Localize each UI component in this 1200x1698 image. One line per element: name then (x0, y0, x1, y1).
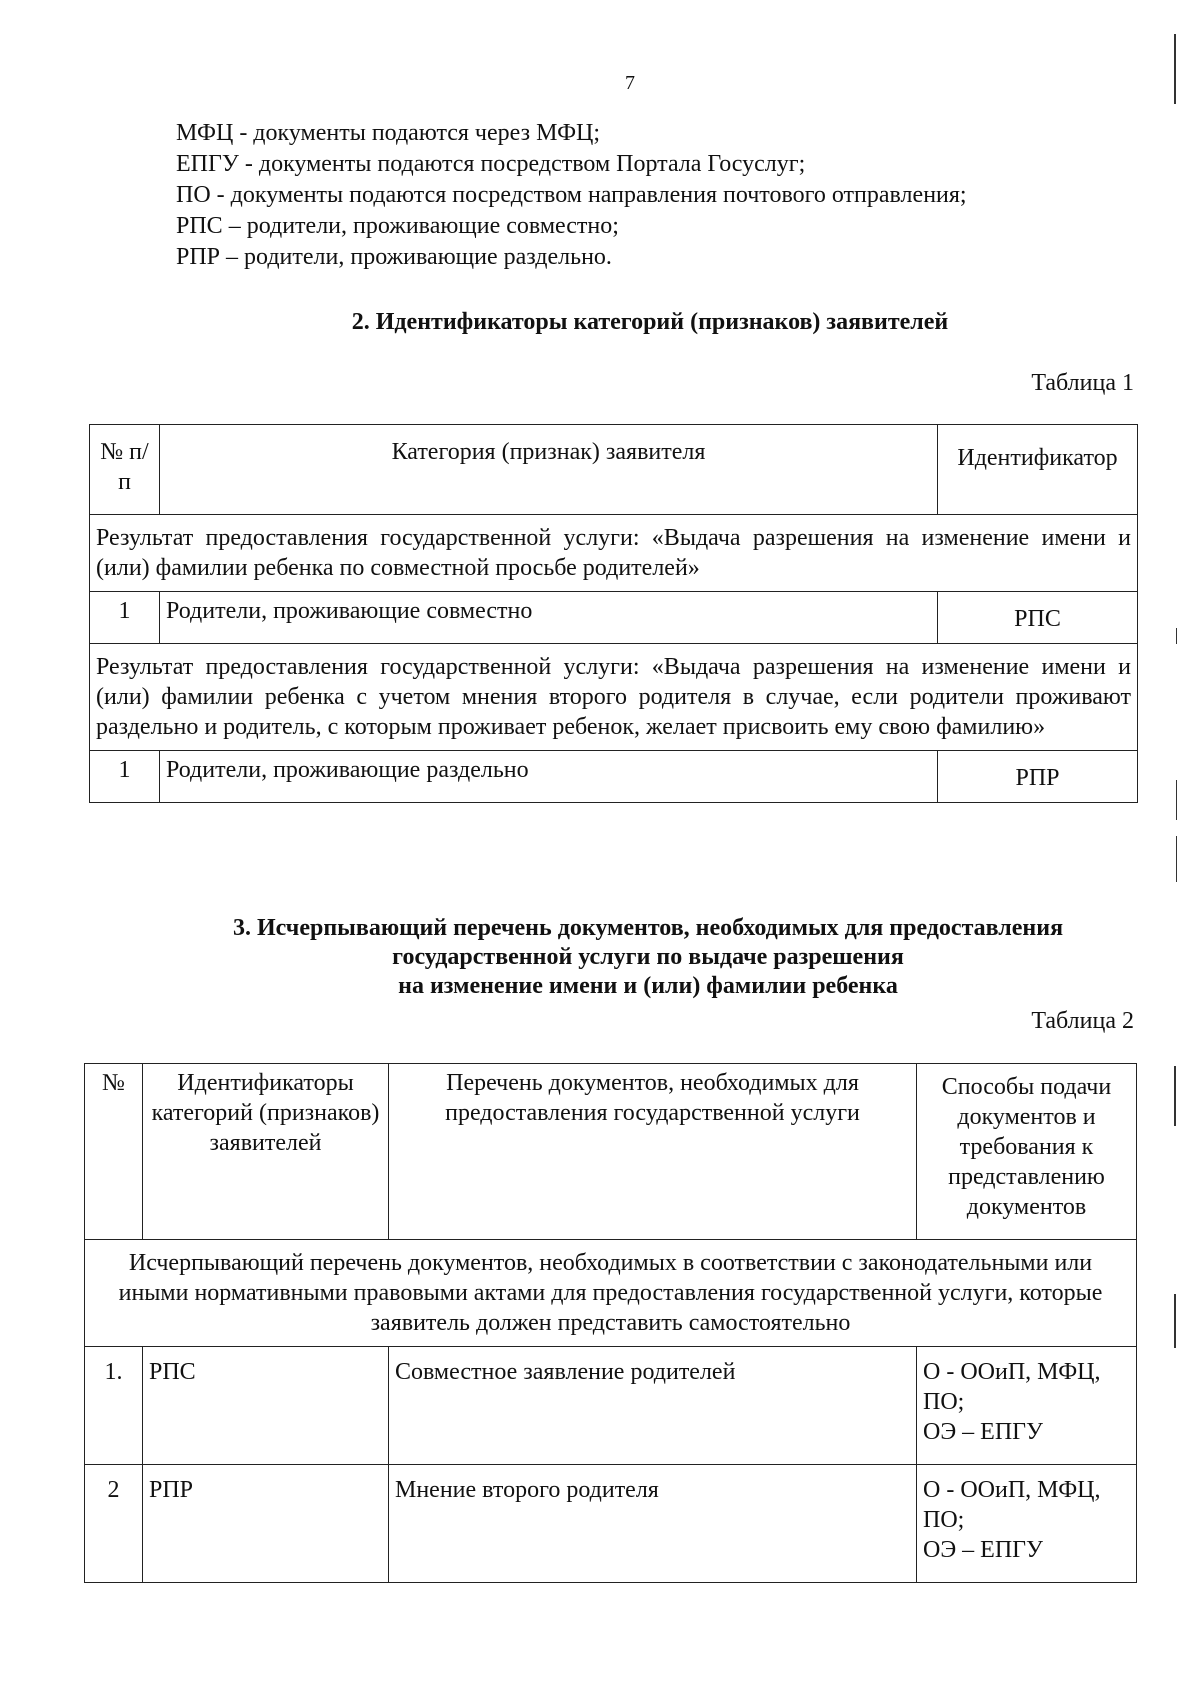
abbreviation-item: ЕПГУ - документы подаются посредством Портала Госуслуг; (176, 151, 806, 177)
table-1-caption: Таблица 1 (1031, 370, 1134, 396)
method-line: ПО; (923, 1507, 965, 1533)
header-identifier: Идентификатор (938, 425, 1138, 515)
row-category: Родители, проживающие раздельно (160, 751, 938, 803)
result-row (90, 644, 1138, 751)
row-identifier: РПР (938, 751, 1138, 803)
table-row (90, 751, 1138, 803)
abbreviation-item: РПС – родители, проживающие совместно; (176, 213, 619, 239)
row-number: 2 (85, 1465, 143, 1583)
table-2-header-row (85, 1064, 1137, 1240)
header-methods: Способы подачи документов и требования к представлению документов (917, 1064, 1137, 1240)
header-category: Категория (признак) заявителя (160, 425, 938, 515)
method-line: О - ООиП, МФЦ, (923, 1359, 1101, 1385)
section-3-title-line: государственной услуги по выдаче разрешения (392, 944, 904, 970)
row-identifier: РПС (143, 1347, 389, 1465)
table-2-caption: Таблица 2 (1031, 1008, 1134, 1034)
table-1-header-row (90, 425, 1138, 515)
section-3-title-line: на изменение имени и (или) фамилии ребенка (398, 973, 898, 999)
span-row-text: Исчерпывающий перечень документов, необходимых в соответствии с законодательными или иными нормативными правовыми актами для предоставления государственной услуги, которые заявитель должен представить самостоятельно (85, 1240, 1137, 1347)
result-text: Результат предоставления государственной услуги: «Выдача разрешения на изменение имени и (или) фамилии ребенка с учетом мнения второго родителя в случае, если родители проживают раздельно и родитель, с которым проживает ребенок, желает присвоить ему свою фамилию» (90, 644, 1138, 751)
row-document: Мнение второго родителя (389, 1465, 917, 1583)
scan-edge-mark (1176, 780, 1177, 820)
result-text: Результат предоставления государственной услуги: «Выдача разрешения на изменение имени и (или) фамилии ребенка по совместной просьбе родителей» (90, 515, 1138, 592)
page-number: 7 (625, 72, 635, 94)
method-line: ПО; (923, 1389, 965, 1415)
scan-edge-mark (1176, 836, 1177, 882)
table-2 (84, 1063, 1137, 1583)
span-row (85, 1240, 1137, 1347)
method-line: О - ООиП, МФЦ, (923, 1477, 1101, 1503)
scan-edge-mark (1174, 1294, 1176, 1348)
header-number: № п/п (90, 425, 160, 515)
row-number: 1 (90, 592, 160, 644)
abbreviation-item: РПР – родители, проживающие раздельно. (176, 244, 612, 270)
result-row (90, 515, 1138, 592)
method-line: ОЭ – ЕПГУ (923, 1537, 1044, 1563)
row-number: 1 (90, 751, 160, 803)
table-row (85, 1347, 1137, 1465)
row-identifier: РПР (143, 1465, 389, 1583)
row-identifier: РПС (938, 592, 1138, 644)
row-methods (917, 1347, 1137, 1465)
scan-edge-mark (1174, 34, 1176, 104)
header-number: № (85, 1064, 143, 1240)
section-2-title: 2. Идентификаторы категорий (признаков) заявителей (351, 309, 949, 335)
row-number: 1. (85, 1347, 143, 1465)
section-3-title-line: 3. Исчерпывающий перечень документов, необходимых для предоставления (232, 915, 1064, 941)
abbreviation-item: ПО - документы подаются посредством направления почтового отправления; (176, 182, 967, 208)
abbreviation-item: МФЦ - документы подаются через МФЦ; (176, 120, 601, 146)
row-category: Родители, проживающие совместно (160, 592, 938, 644)
scan-edge-mark (1174, 1066, 1176, 1126)
table-row (85, 1465, 1137, 1583)
header-identifiers: Идентификаторы категорий (признаков) заявителей (143, 1064, 389, 1240)
row-methods (917, 1465, 1137, 1583)
header-documents: Перечень документов, необходимых для предоставления государственной услуги (389, 1064, 917, 1240)
method-line: ОЭ – ЕПГУ (923, 1419, 1044, 1445)
section-3-title (0, 914, 1200, 1001)
abbreviation-list (176, 118, 967, 273)
scan-edge-mark (1176, 628, 1177, 644)
table-row (90, 592, 1138, 644)
table-1 (89, 424, 1138, 803)
row-document: Совместное заявление родителей (389, 1347, 917, 1465)
